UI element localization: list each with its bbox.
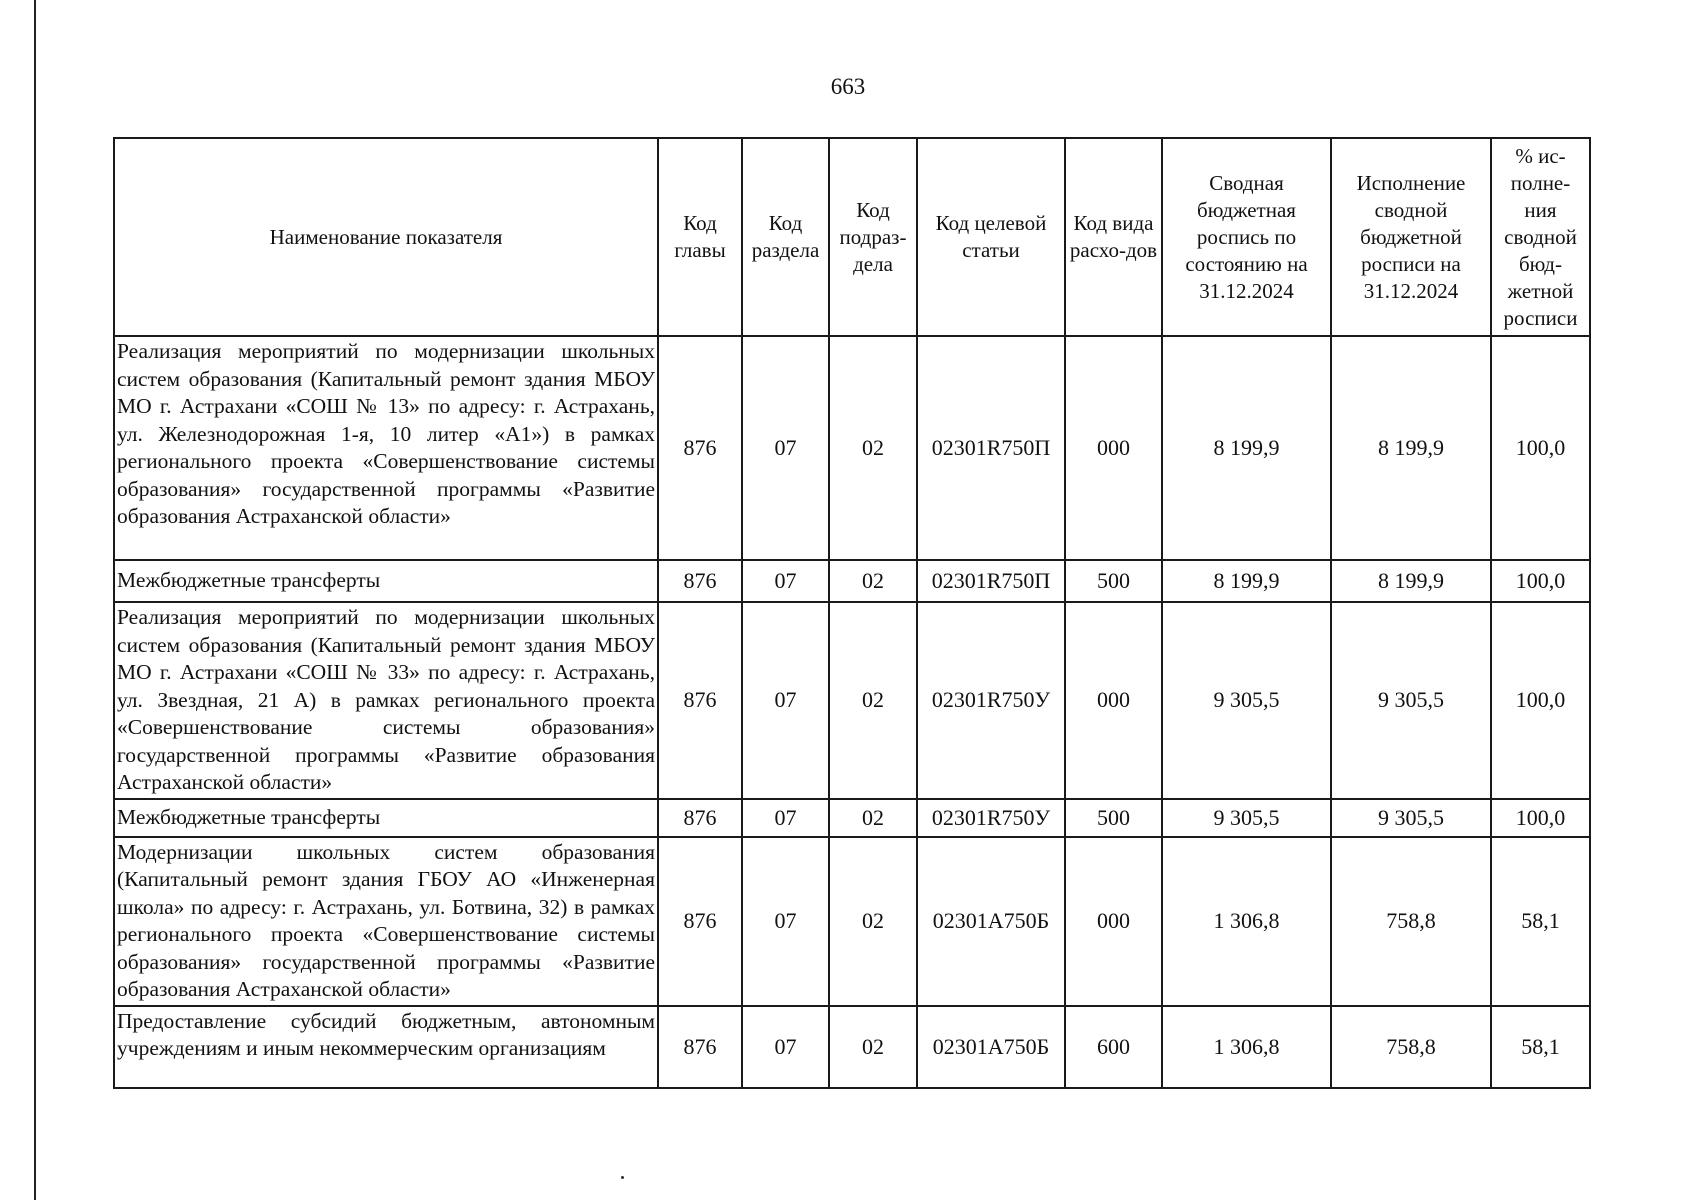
row-ispolnenie: 758,8 (1331, 837, 1491, 1006)
row-kod-podrazdela: 02 (829, 602, 917, 799)
table-row (114, 799, 1590, 837)
scan-speck (621, 1176, 624, 1179)
row-kod-vida-rashodov: 000 (1065, 336, 1162, 560)
row-kod-razdela: 07 (742, 336, 829, 560)
header-name: Наименование показателя (114, 138, 658, 336)
row-kod-glavy: 876 (658, 336, 742, 560)
row-kod-podrazdela: 02 (829, 837, 917, 1006)
row-name: Межбюджетные трансферты (114, 799, 658, 837)
row-procent: 100,0 (1491, 602, 1590, 799)
row-kod-vida-rashodov: 000 (1065, 837, 1162, 1006)
row-kod-celevoy-stati: 02301A750Б (917, 1006, 1065, 1088)
row-kod-vida-rashodov: 500 (1065, 799, 1162, 837)
row-kod-podrazdela: 02 (829, 336, 917, 560)
table-row (114, 1006, 1590, 1088)
row-kod-celevoy-stati: 02301R750П (917, 560, 1065, 602)
row-kod-vida-rashodov: 000 (1065, 602, 1162, 799)
row-ispolnenie: 9 305,5 (1331, 799, 1491, 837)
header-svodnaya-rospis: Сводная бюджетная роспись по состоянию на 31.12.2024 (1162, 138, 1331, 336)
row-kod-celevoy-stati: 02301R750У (917, 602, 1065, 799)
row-ispolnenie: 758,8 (1331, 1006, 1491, 1088)
row-kod-glavy: 876 (658, 602, 742, 799)
table-row (114, 837, 1590, 1006)
row-name: Межбюджетные трансферты (114, 560, 658, 602)
table-row (114, 560, 1590, 602)
row-svodnaya-rospis: 1 306,8 (1162, 837, 1331, 1006)
row-svodnaya-rospis: 8 199,9 (1162, 560, 1331, 602)
row-procent: 100,0 (1491, 799, 1590, 837)
row-procent: 100,0 (1491, 336, 1590, 560)
row-svodnaya-rospis: 9 305,5 (1162, 602, 1331, 799)
row-kod-podrazdela: 02 (829, 799, 917, 837)
row-kod-celevoy-stati: 02301R750П (917, 336, 1065, 560)
row-name: Модернизации школьных систем образования (Капитальный ремонт здания ГБОУ АО «Инженерная школа» по адресу: г. Астрахань, ул. Ботвина, 32) в рамках регионального проекта «Совершенствование системы образования» государственной программы «Развитие образования Астраханской области» (114, 837, 658, 1006)
row-ispolnenie: 8 199,9 (1331, 560, 1491, 602)
row-procent: 100,0 (1491, 560, 1590, 602)
table-row (114, 602, 1590, 799)
budget-table (113, 137, 1591, 1089)
row-kod-podrazdela: 02 (829, 560, 917, 602)
row-kod-glavy: 876 (658, 560, 742, 602)
row-kod-vida-rashodov: 500 (1065, 560, 1162, 602)
row-svodnaya-rospis: 1 306,8 (1162, 1006, 1331, 1088)
row-kod-razdela: 07 (742, 602, 829, 799)
row-procent: 58,1 (1491, 837, 1590, 1006)
row-kod-razdela: 07 (742, 560, 829, 602)
header-kod-podrazdela: Код подраз-дела (829, 138, 917, 336)
row-kod-podrazdela: 02 (829, 1006, 917, 1088)
header-kod-glavy: Код главы (658, 138, 742, 336)
page-number: 663 (830, 74, 866, 99)
row-name: Реализация мероприятий по модернизации школьных систем образования (Капитальный ремонт здания МБОУ МО г. Астрахани «СОШ № 13» по адресу: г. Астрахань, ул. Железнодорожная 1-я, 10 литер «А1») в рамках регионального проекта «Совершенствование системы образования» государственной программы «Развитие образования Астраханской области» (114, 336, 658, 560)
row-kod-razdela: 07 (742, 799, 829, 837)
row-svodnaya-rospis: 8 199,9 (1162, 336, 1331, 560)
table-row (114, 336, 1590, 560)
header-kod-celevoy-stati: Код целевой статьи (917, 138, 1065, 336)
row-kod-glavy: 876 (658, 837, 742, 1006)
page-margin-line (34, 0, 36, 1200)
header-kod-vida-rashodov: Код вида расхо-дов (1065, 138, 1162, 336)
row-kod-razdela: 07 (742, 837, 829, 1006)
row-kod-razdela: 07 (742, 1006, 829, 1088)
row-procent: 58,1 (1491, 1006, 1590, 1088)
row-name: Предоставление субсидий бюджетным, автономным учреждениям и иным некоммерческим организациям (114, 1006, 658, 1088)
row-kod-vida-rashodov: 600 (1065, 1006, 1162, 1088)
row-ispolnenie: 9 305,5 (1331, 602, 1491, 799)
row-name: Реализация мероприятий по модернизации школьных систем образования (Капитальный ремонт здания МБОУ МО г. Астрахани «СОШ № 33» по адресу: г. Астрахань, ул. Звездная, 21 А) в рамках регионального проекта «Совершенствование системы образования» государственной программы «Развитие образования Астраханской области» (114, 602, 658, 799)
table-header-row (114, 138, 1590, 336)
row-kod-celevoy-stati: 02301R750У (917, 799, 1065, 837)
header-ispolnenie: Исполнение сводной бюджетной росписи на 31.12.2024 (1331, 138, 1491, 336)
row-kod-glavy: 876 (658, 799, 742, 837)
header-procent: % ис-полне-ния сводной бюд-жетной росписи (1491, 138, 1590, 336)
row-ispolnenie: 8 199,9 (1331, 336, 1491, 560)
row-kod-glavy: 876 (658, 1006, 742, 1088)
row-svodnaya-rospis: 9 305,5 (1162, 799, 1331, 837)
header-kod-razdela: Код раздела (742, 138, 829, 336)
row-kod-celevoy-stati: 02301A750Б (917, 837, 1065, 1006)
